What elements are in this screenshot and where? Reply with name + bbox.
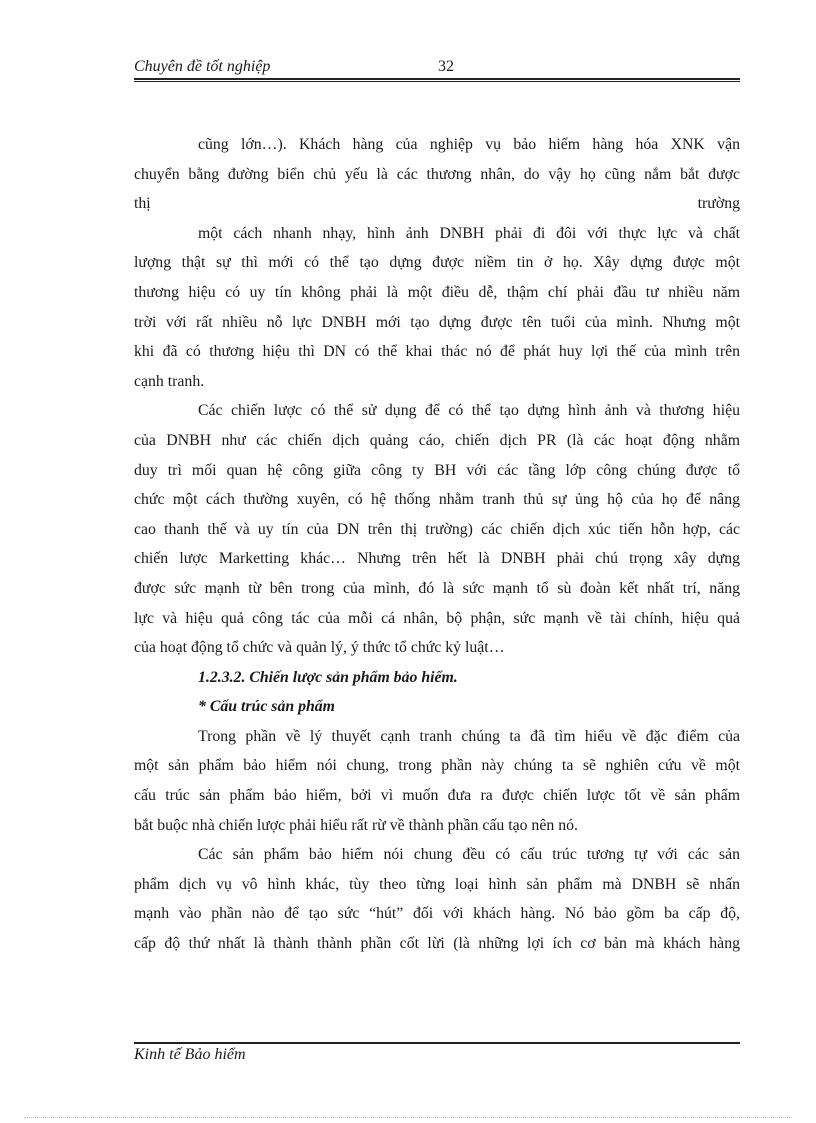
header-rule-thin	[134, 81, 740, 82]
text-line: thị trường	[134, 195, 740, 213]
text-line: cấu trúc sản phẩm bảo hiểm, bởi vì muốn đưa ra được chiến lược tốt về sản phẩm	[134, 787, 740, 805]
text-line: chiến lược Marketting khác… Nhưng trên hết là DNBH phải chú trọng xây dựng	[134, 550, 740, 568]
page-number: 32	[438, 58, 454, 75]
header-rule-thick	[134, 78, 740, 80]
body-text	[134, 130, 740, 959]
text-line: Các chiến lược có thể sử dụng để có thể tạo dựng hình ảnh và thương hiệu	[198, 402, 740, 420]
text-line: duy trì mối quan hệ công giữa công ty BH với các tầng lớp công chúng được tổ	[134, 461, 740, 479]
page-header	[134, 56, 740, 80]
footer-text: Kinh tế Bảo hiểm	[134, 1046, 246, 1063]
text-line: chuyển bằng đường biển chủ yếu là các thương nhân, do vậy họ cũng nắm bắt được	[134, 165, 740, 183]
text-line: của hoạt động tổ chức và quản lý, ý thức tổ chức kỷ luật…	[134, 639, 505, 657]
text-line: cạnh tranh.	[134, 372, 205, 390]
text-line: một cách nhanh nhạy, hình ảnh DNBH phải đi đôi với thực lực và chất	[198, 224, 740, 242]
text-line: lực và hiệu quả công tác của mỗi cá nhân, bộ phận, sức mạnh về tài chính, hiệu quả	[134, 609, 740, 627]
text-line: khi đã có thương hiệu thì DN có thể khai thác nó để phát huy lợi thế của mình trên	[134, 343, 740, 361]
header-title: Chuyên đề tốt nghiệp	[134, 58, 271, 75]
section-heading: 1.2.3.2. Chiến lược sản phẩm bảo hiểm.	[198, 668, 458, 686]
text-line: phẩm dịch vụ vô hình khác, tùy theo từng loại hình sản phẩm mà DNBH sẽ nhấn	[134, 875, 740, 893]
text-line: một sản phẩm bảo hiểm nói chung, trong phần này chúng ta sẽ nghiên cứu về một	[134, 757, 740, 775]
footer-rule	[134, 1042, 740, 1044]
text-line: cao thanh thế và uy tín của DN trên thị trường) các chiến dịch xúc tiến hỗn hợp, các	[134, 520, 740, 538]
page-edge	[24, 1117, 792, 1118]
text-line: Trong phần về lý thuyết cạnh tranh chúng ta đã tìm hiểu về đặc điểm của	[198, 727, 740, 745]
text-line: cấp độ thứ nhất là thành thành phần cốt lừi (là những lợi ích cơ bản mà khách hàng	[134, 935, 740, 953]
text-line: bắt buộc nhà chiến lược phải hiểu rất rừ về thành phần cấu tạo nên nó.	[134, 816, 578, 834]
text-line: Các sản phẩm bảo hiểm nói chung đều có cấu trúc tương tự với các sản	[198, 846, 740, 864]
section-heading: * Cấu trúc sản phẩm	[198, 698, 335, 716]
text-line: của DNBH như các chiến dịch quảng cáo, chiến dịch PR (là các hoạt động nhằm	[134, 431, 740, 449]
text-line: được sức mạnh từ bên trong của mình, đó là sức mạnh tổ sù đoàn kết nhất trí, năng	[134, 579, 740, 597]
text-line: thương hiệu có uy tín không phải là một điều dễ, thậm chí phải đầu tư nhiều năm	[134, 283, 740, 301]
text-line: lượng thật sự thì mới có thể tạo dựng được niềm tin ở họ. Xây dựng được một	[134, 254, 740, 272]
text-line: trời với rất nhiều nỗ lực DNBH mới tạo dựng được tên tuổi của mình. Nhưng một	[134, 313, 740, 331]
text-line: mạnh vào phần nào để tạo sức “hút” đối với khách hàng. Nó bảo gồm ba cấp độ,	[134, 905, 740, 923]
text-line: cũng lớn…). Khách hàng của nghiệp vụ bảo hiểm hàng hóa XNK vận	[198, 136, 740, 153]
text-line: chức một cách thường xuyên, có hệ thống nhằm tranh thủ sự ủng hộ của họ để nâng	[134, 491, 740, 509]
